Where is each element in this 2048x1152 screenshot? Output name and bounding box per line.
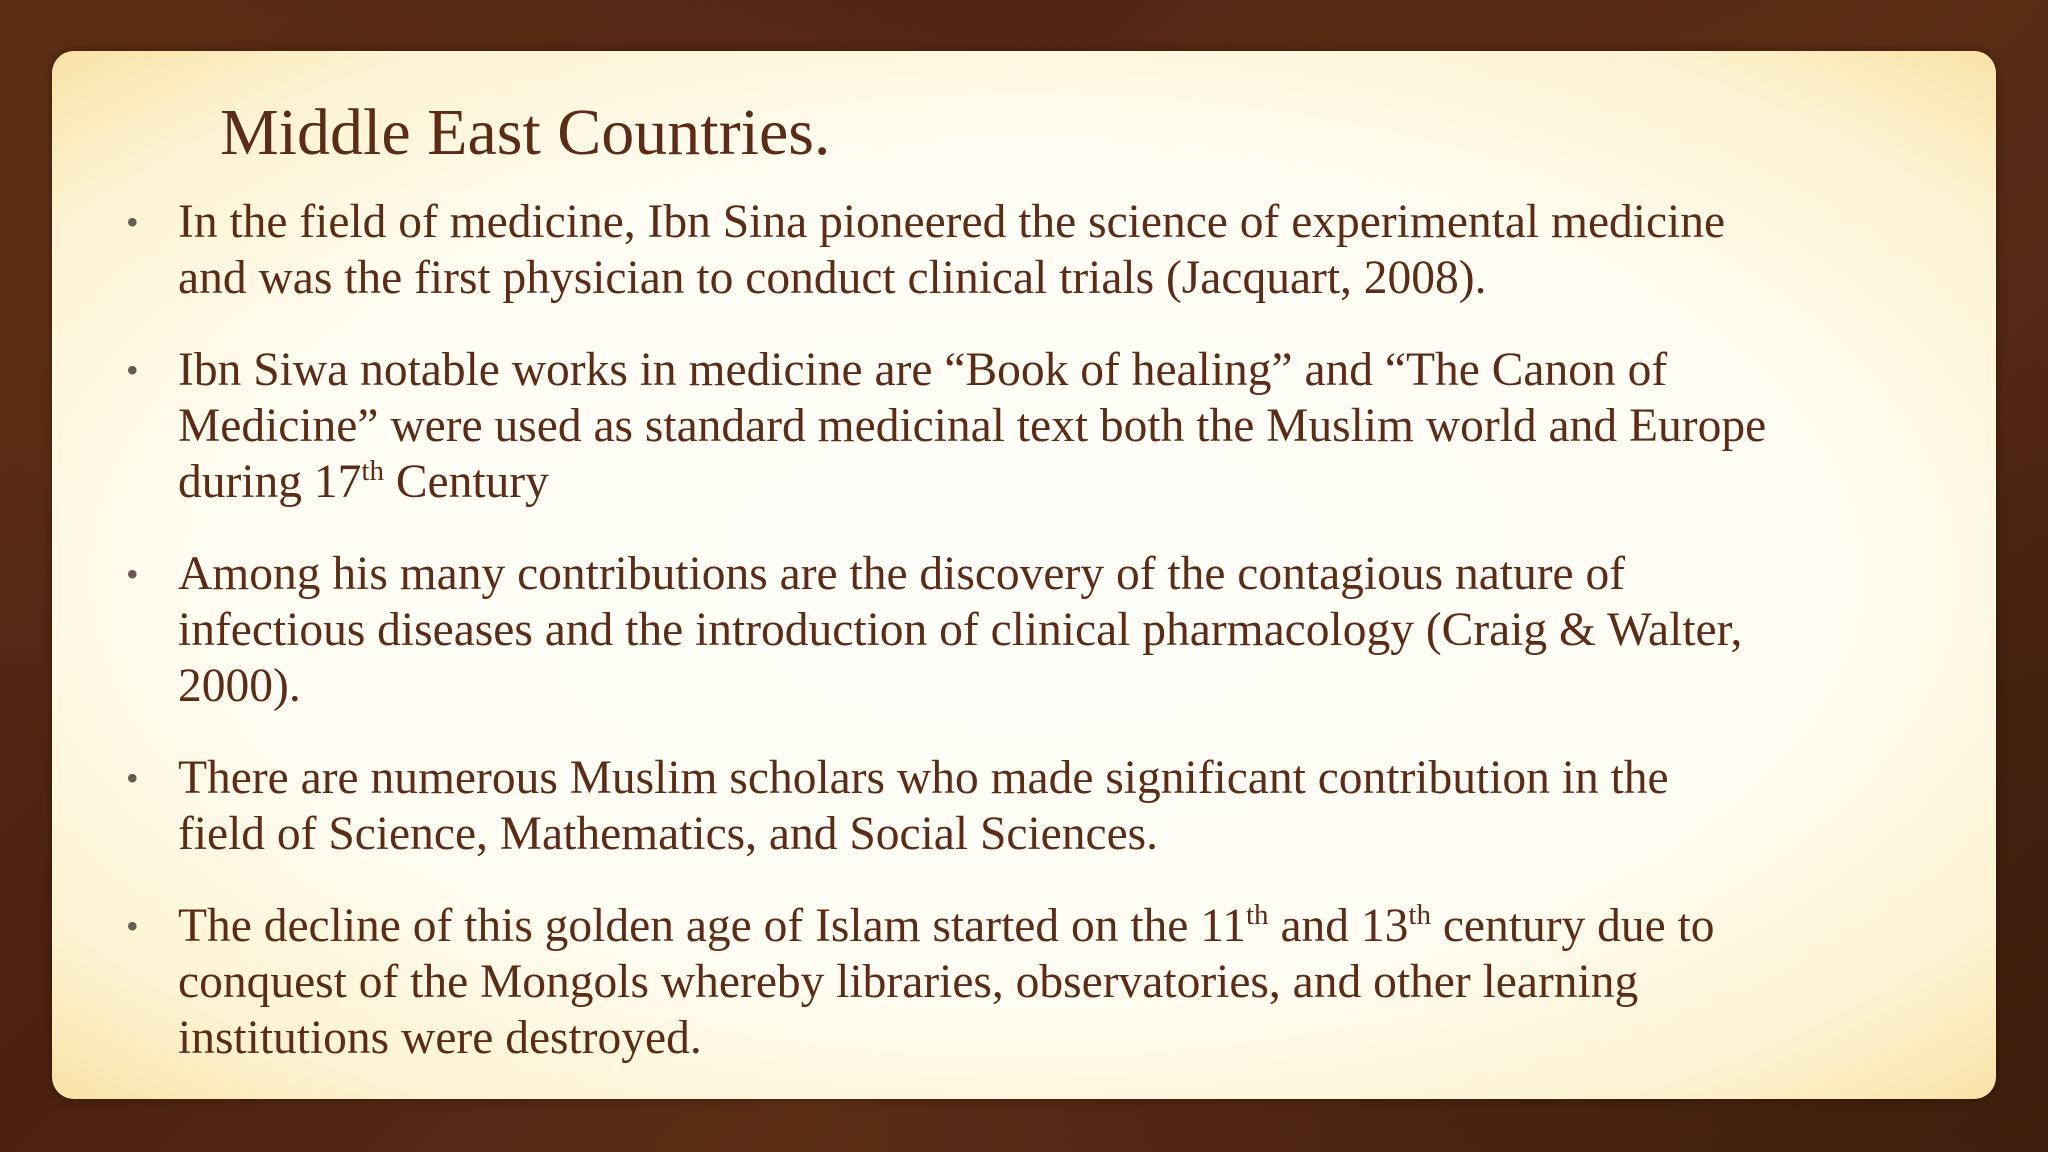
bullet-2-line-1: Ibn Siwa notable works in medicine are “Book of healing” and “The Canon of (178, 344, 1668, 396)
bullet-2-line-3-text-a: during 17 (178, 456, 362, 508)
bullet-1-line-2: and was the first physician to conduct clinical trials (Jacquart, 2008). (178, 252, 1487, 304)
bullet-5-line-3: institutions were destroyed. (178, 1012, 702, 1064)
slide-title: Middle East Countries. (220, 96, 831, 169)
bullet-list (124, 194, 1984, 1066)
bullet-item-4 (124, 750, 1984, 862)
superscript-th: th (1246, 899, 1269, 931)
bullet-5-line-1-text-a: The decline of this golden age of Islam started on the 11 (178, 900, 1246, 952)
slide-panel (52, 51, 1996, 1099)
bullet-item-1 (124, 194, 1984, 306)
bullet-5-line-1-text-c: century due to (1430, 900, 1715, 952)
bullet-3-line-3: 2000). (178, 660, 301, 712)
bullet-4-line-2: field of Science, Mathematics, and Social Sciences. (178, 808, 1159, 860)
bullet-item-5 (124, 898, 1984, 1066)
bullet-3-line-1: Among his many contributions are the discovery of the contagious nature of (178, 548, 1626, 600)
bullet-item-2 (124, 342, 1984, 510)
superscript-th: th (361, 455, 384, 487)
bullet-icon: • (126, 350, 139, 390)
bullet-3-line-2: infectious diseases and the introduction of clinical pharmacology (Craig & Walter, (178, 604, 1743, 656)
bullet-5-line-1-text-b: and 13 (1268, 900, 1409, 952)
bullet-icon: • (126, 554, 139, 594)
bullet-2-line-2: Medicine” were used as standard medicinal text both the Muslim world and Europe (178, 400, 1767, 452)
bullet-2-line-3-text-b: Century (383, 456, 549, 508)
bullet-item-3 (124, 546, 1984, 714)
bullet-1-line-1: In the field of medicine, Ibn Sina pioneered the science of experimental medicine (178, 196, 1726, 248)
superscript-th: th (1408, 899, 1431, 931)
bullet-icon: • (126, 906, 139, 946)
bullet-icon: • (126, 202, 139, 242)
bullet-icon: • (126, 758, 139, 798)
bullet-4-line-1: There are numerous Muslim scholars who made significant contribution in the (178, 752, 1669, 804)
bullet-5-line-2: conquest of the Mongols whereby libraries, observatories, and other learning (178, 956, 1639, 1008)
bullet-5-line-1 (178, 898, 1984, 954)
bullet-2-line-3 (178, 454, 1984, 510)
